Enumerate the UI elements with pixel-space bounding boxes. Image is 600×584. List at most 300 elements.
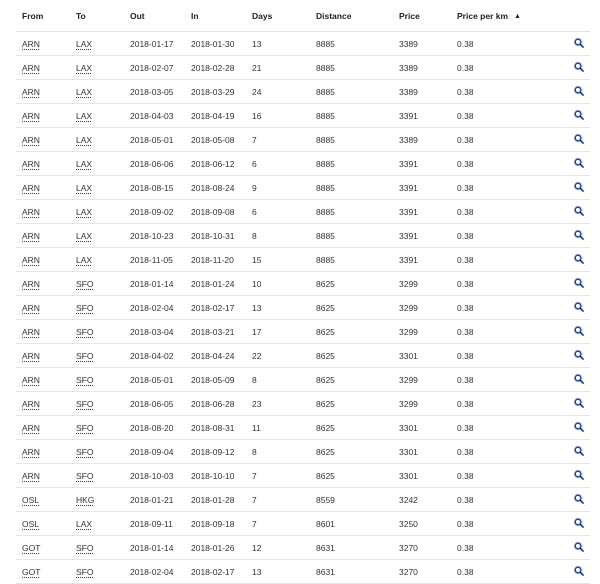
cell-to <box>70 488 124 512</box>
cell-to <box>70 272 124 296</box>
cell-price-per-km: 0.38 <box>451 152 551 176</box>
cell-days: 8 <box>246 224 310 248</box>
cell-price: 3391 <box>393 224 451 248</box>
cell-actions <box>551 128 590 152</box>
cell-distance: 8601 <box>310 512 393 536</box>
cell-days: 24 <box>246 80 310 104</box>
search-icon[interactable] <box>574 566 584 576</box>
table-body <box>16 32 590 584</box>
cell-out: 2018-05-01 <box>124 368 185 392</box>
cell-actions <box>551 296 590 320</box>
cell-in: 2018-01-26 <box>185 536 246 560</box>
cell-price-per-km: 0.38 <box>451 104 551 128</box>
cell-in: 2018-10-10 <box>185 464 246 488</box>
cell-from <box>16 176 70 200</box>
cell-price: 3301 <box>393 344 451 368</box>
table-row <box>16 320 590 344</box>
search-icon[interactable] <box>574 158 584 168</box>
cell-actions <box>551 536 590 560</box>
cell-days: 16 <box>246 104 310 128</box>
cell-days: 7 <box>246 488 310 512</box>
cell-to <box>70 32 124 56</box>
cell-from <box>16 392 70 416</box>
cell-days: 6 <box>246 200 310 224</box>
search-icon[interactable] <box>574 542 584 552</box>
cell-in: 2018-02-28 <box>185 56 246 80</box>
airport-code-link[interactable]: ARN <box>22 86 40 97</box>
cell-in: 2018-04-19 <box>185 104 246 128</box>
cell-price: 3391 <box>393 248 451 272</box>
airport-code-link[interactable]: HKG <box>76 494 95 505</box>
cell-from <box>16 152 70 176</box>
column-header-label: To <box>76 10 86 21</box>
cell-out: 2018-01-14 <box>124 536 185 560</box>
search-icon[interactable] <box>574 38 584 48</box>
cell-distance: 8625 <box>310 416 393 440</box>
cell-to <box>70 392 124 416</box>
header-row <box>16 0 590 32</box>
search-icon[interactable] <box>574 86 584 96</box>
search-icon[interactable] <box>574 422 584 432</box>
search-icon[interactable] <box>574 254 584 264</box>
cell-price-per-km: 0.38 <box>451 464 551 488</box>
cell-from <box>16 512 70 536</box>
cell-price: 3299 <box>393 368 451 392</box>
cell-distance: 8885 <box>310 248 393 272</box>
cell-price-per-km: 0.38 <box>451 488 551 512</box>
cell-out: 2018-03-04 <box>124 320 185 344</box>
cell-to <box>70 104 124 128</box>
column-header-label: In <box>191 10 199 21</box>
cell-actions <box>551 248 590 272</box>
column-header-actions <box>551 0 590 32</box>
cell-to <box>70 416 124 440</box>
cell-actions <box>551 416 590 440</box>
cell-distance: 8631 <box>310 536 393 560</box>
cell-price: 3299 <box>393 296 451 320</box>
table-row <box>16 536 590 560</box>
cell-days: 7 <box>246 464 310 488</box>
search-icon[interactable] <box>574 206 584 216</box>
cell-price-per-km: 0.38 <box>451 272 551 296</box>
table-row <box>16 392 590 416</box>
search-icon[interactable] <box>574 374 584 384</box>
cell-distance: 8885 <box>310 224 393 248</box>
cell-price: 3391 <box>393 176 451 200</box>
cell-days: 22 <box>246 344 310 368</box>
search-icon[interactable] <box>574 278 584 288</box>
cell-out: 2018-01-14 <box>124 272 185 296</box>
cell-price-per-km: 0.38 <box>451 512 551 536</box>
cell-in: 2018-01-28 <box>185 488 246 512</box>
cell-days: 7 <box>246 128 310 152</box>
cell-distance: 8625 <box>310 440 393 464</box>
column-header-distance[interactable] <box>310 0 393 32</box>
search-icon[interactable] <box>574 62 584 72</box>
cell-distance: 8885 <box>310 152 393 176</box>
airport-code-link[interactable]: ARN <box>22 110 40 121</box>
column-header-label: Days <box>252 10 273 21</box>
airport-code-link[interactable]: SFO <box>76 566 94 577</box>
cell-actions <box>551 392 590 416</box>
airport-code-link[interactable]: LAX <box>76 206 93 217</box>
cell-distance: 8885 <box>310 56 393 80</box>
cell-distance: 8559 <box>310 488 393 512</box>
cell-to <box>70 248 124 272</box>
cell-to <box>70 464 124 488</box>
cell-price-per-km: 0.38 <box>451 440 551 464</box>
cell-actions <box>551 32 590 56</box>
cell-price-per-km: 0.38 <box>451 128 551 152</box>
cell-days: 13 <box>246 560 310 584</box>
cell-distance: 8631 <box>310 560 393 584</box>
cell-in: 2018-09-18 <box>185 512 246 536</box>
cell-price: 3301 <box>393 440 451 464</box>
airport-code-link[interactable]: LAX <box>76 38 93 49</box>
cell-days: 17 <box>246 320 310 344</box>
search-icon[interactable] <box>574 446 584 456</box>
cell-price-per-km: 0.38 <box>451 344 551 368</box>
cell-in: 2018-06-12 <box>185 152 246 176</box>
column-header-label: From <box>22 10 44 21</box>
cell-price: 3301 <box>393 416 451 440</box>
column-header-price[interactable] <box>393 0 451 32</box>
cell-price-per-km: 0.38 <box>451 224 551 248</box>
cell-price: 3389 <box>393 80 451 104</box>
cell-out: 2018-02-07 <box>124 56 185 80</box>
table-row <box>16 56 590 80</box>
cell-out: 2018-01-17 <box>124 32 185 56</box>
table-row <box>16 80 590 104</box>
cell-to <box>70 128 124 152</box>
search-icon[interactable] <box>574 518 584 528</box>
airport-code-link[interactable]: ARN <box>22 470 40 481</box>
cell-to <box>70 368 124 392</box>
airport-code-link[interactable]: ARN <box>22 326 40 337</box>
cell-from <box>16 200 70 224</box>
cell-actions <box>551 56 590 80</box>
search-icon[interactable] <box>574 398 584 408</box>
cell-out: 2018-10-23 <box>124 224 185 248</box>
airport-code-link[interactable]: ARN <box>22 254 40 265</box>
cell-in: 2018-02-17 <box>185 560 246 584</box>
airport-code-link[interactable]: LAX <box>76 62 93 73</box>
airport-code-link[interactable]: OSL <box>22 518 40 529</box>
cell-to <box>70 224 124 248</box>
table-row <box>16 152 590 176</box>
cell-to <box>70 296 124 320</box>
airport-code-link[interactable]: ARN <box>22 134 40 145</box>
table-row <box>16 224 590 248</box>
search-icon[interactable] <box>574 350 584 360</box>
cell-distance: 8625 <box>310 344 393 368</box>
airport-code-link[interactable]: ARN <box>22 446 40 457</box>
cell-price: 3391 <box>393 104 451 128</box>
airport-code-link[interactable]: LAX <box>76 86 93 97</box>
cell-out: 2018-06-06 <box>124 152 185 176</box>
cell-price: 3299 <box>393 320 451 344</box>
cell-to <box>70 320 124 344</box>
table-row <box>16 272 590 296</box>
cell-to <box>70 344 124 368</box>
cell-actions <box>551 464 590 488</box>
cell-out: 2018-09-11 <box>124 512 185 536</box>
column-header-out[interactable] <box>124 0 185 32</box>
cell-out: 2018-02-04 <box>124 560 185 584</box>
cell-price: 3299 <box>393 272 451 296</box>
cell-price: 3299 <box>393 392 451 416</box>
airport-code-link[interactable]: ARN <box>22 62 40 73</box>
airport-code-link[interactable]: SFO <box>76 374 94 385</box>
cell-price-per-km: 0.38 <box>451 176 551 200</box>
cell-price-per-km: 0.38 <box>451 536 551 560</box>
search-icon[interactable] <box>574 182 584 192</box>
cell-to <box>70 56 124 80</box>
airport-code-link[interactable]: ARN <box>22 398 40 409</box>
column-header-in[interactable] <box>185 0 246 32</box>
cell-actions <box>551 104 590 128</box>
cell-distance: 8885 <box>310 200 393 224</box>
cell-from <box>16 464 70 488</box>
column-header-label: Price per km <box>457 10 509 21</box>
airport-code-link[interactable]: ARN <box>22 422 40 433</box>
cell-distance: 8885 <box>310 80 393 104</box>
column-header-to[interactable] <box>70 0 124 32</box>
cell-out: 2018-01-21 <box>124 488 185 512</box>
cell-days: 23 <box>246 392 310 416</box>
cell-in: 2018-08-31 <box>185 416 246 440</box>
cell-distance: 8885 <box>310 32 393 56</box>
cell-from <box>16 56 70 80</box>
airport-code-link[interactable]: ARN <box>22 38 40 49</box>
airport-code-link[interactable]: OSL <box>22 494 40 505</box>
column-header-days[interactable] <box>246 0 310 32</box>
cell-out: 2018-05-01 <box>124 128 185 152</box>
cell-price-per-km: 0.38 <box>451 200 551 224</box>
column-header-price-per-km[interactable] <box>451 0 551 32</box>
cell-from <box>16 32 70 56</box>
airport-code-link[interactable]: SFO <box>76 470 94 481</box>
cell-from <box>16 80 70 104</box>
cell-in: 2018-09-12 <box>185 440 246 464</box>
flight-results-table <box>16 0 590 584</box>
cell-in: 2018-03-21 <box>185 320 246 344</box>
cell-in: 2018-10-31 <box>185 224 246 248</box>
airport-code-link[interactable]: ARN <box>22 182 40 193</box>
cell-out: 2018-04-03 <box>124 104 185 128</box>
airport-code-link[interactable]: LAX <box>76 230 93 241</box>
cell-out: 2018-09-04 <box>124 440 185 464</box>
cell-price: 3389 <box>393 128 451 152</box>
cell-from <box>16 272 70 296</box>
cell-actions <box>551 440 590 464</box>
cell-actions <box>551 560 590 584</box>
airport-code-link[interactable]: LAX <box>76 134 93 145</box>
cell-distance: 8625 <box>310 296 393 320</box>
airport-code-link[interactable]: SFO <box>76 542 94 553</box>
cell-price: 3270 <box>393 560 451 584</box>
airport-code-link[interactable]: LAX <box>76 254 93 265</box>
airport-code-link[interactable]: LAX <box>76 182 93 193</box>
table-row <box>16 464 590 488</box>
cell-distance: 8625 <box>310 320 393 344</box>
cell-from <box>16 296 70 320</box>
cell-in: 2018-08-24 <box>185 176 246 200</box>
cell-price-per-km: 0.38 <box>451 560 551 584</box>
cell-actions <box>551 272 590 296</box>
cell-distance: 8885 <box>310 104 393 128</box>
table-row <box>16 416 590 440</box>
cell-price: 3250 <box>393 512 451 536</box>
airport-code-link[interactable]: SFO <box>76 302 94 313</box>
airport-code-link[interactable]: LAX <box>76 110 93 121</box>
cell-in: 2018-11-20 <box>185 248 246 272</box>
cell-price: 3301 <box>393 464 451 488</box>
cell-to <box>70 152 124 176</box>
cell-to <box>70 80 124 104</box>
cell-to <box>70 560 124 584</box>
cell-out: 2018-11-05 <box>124 248 185 272</box>
column-header-label: Out <box>130 10 145 21</box>
cell-in: 2018-03-29 <box>185 80 246 104</box>
cell-distance: 8885 <box>310 176 393 200</box>
cell-from <box>16 248 70 272</box>
airport-code-link[interactable]: ARN <box>22 206 40 217</box>
cell-price: 3391 <box>393 200 451 224</box>
search-icon[interactable] <box>574 494 584 504</box>
airport-code-link[interactable]: GOT <box>22 542 41 553</box>
cell-days: 13 <box>246 296 310 320</box>
cell-in: 2018-06-28 <box>185 392 246 416</box>
table-row <box>16 488 590 512</box>
cell-actions <box>551 368 590 392</box>
cell-days: 15 <box>246 248 310 272</box>
table-row <box>16 176 590 200</box>
cell-days: 21 <box>246 56 310 80</box>
cell-from <box>16 344 70 368</box>
cell-in: 2018-04-24 <box>185 344 246 368</box>
airport-code-link[interactable]: ARN <box>22 278 40 289</box>
table-row <box>16 32 590 56</box>
cell-to <box>70 512 124 536</box>
airport-code-link[interactable]: ARN <box>22 374 40 385</box>
table-row <box>16 200 590 224</box>
search-icon[interactable] <box>574 326 584 336</box>
search-icon[interactable] <box>574 302 584 312</box>
cell-days: 10 <box>246 272 310 296</box>
search-icon[interactable] <box>574 230 584 240</box>
cell-actions <box>551 80 590 104</box>
airport-code-link[interactable]: SFO <box>76 446 94 457</box>
airport-code-link[interactable]: LAX <box>76 158 93 169</box>
cell-days: 6 <box>246 152 310 176</box>
cell-from <box>16 440 70 464</box>
airport-code-link[interactable]: LAX <box>76 518 93 529</box>
table-row <box>16 368 590 392</box>
cell-price-per-km: 0.38 <box>451 320 551 344</box>
cell-from <box>16 368 70 392</box>
airport-code-link[interactable]: ARN <box>22 230 40 241</box>
cell-actions <box>551 224 590 248</box>
cell-price-per-km: 0.38 <box>451 56 551 80</box>
airport-code-link[interactable]: SFO <box>76 398 94 409</box>
cell-out: 2018-04-02 <box>124 344 185 368</box>
table-row <box>16 560 590 584</box>
airport-code-link[interactable]: ARN <box>22 158 40 169</box>
cell-actions <box>551 320 590 344</box>
cell-actions <box>551 176 590 200</box>
cell-price-per-km: 0.38 <box>451 32 551 56</box>
cell-out: 2018-10-03 <box>124 464 185 488</box>
search-icon[interactable] <box>574 134 584 144</box>
cell-in: 2018-01-24 <box>185 272 246 296</box>
airport-code-link[interactable]: SFO <box>76 278 94 289</box>
cell-price-per-km: 0.38 <box>451 248 551 272</box>
cell-from <box>16 320 70 344</box>
cell-price: 3389 <box>393 32 451 56</box>
airport-code-link[interactable]: SFO <box>76 326 94 337</box>
cell-in: 2018-09-08 <box>185 200 246 224</box>
airport-code-link[interactable]: SFO <box>76 422 94 433</box>
table-header <box>16 0 590 32</box>
cell-out: 2018-08-15 <box>124 176 185 200</box>
cell-price-per-km: 0.38 <box>451 392 551 416</box>
cell-distance: 8625 <box>310 368 393 392</box>
column-header-from[interactable] <box>16 0 70 32</box>
cell-distance: 8625 <box>310 464 393 488</box>
cell-to <box>70 536 124 560</box>
table-row <box>16 512 590 536</box>
table-row <box>16 344 590 368</box>
cell-from <box>16 416 70 440</box>
cell-days: 8 <box>246 368 310 392</box>
cell-price-per-km: 0.38 <box>451 416 551 440</box>
cell-distance: 8625 <box>310 272 393 296</box>
cell-from <box>16 104 70 128</box>
cell-price-per-km: 0.38 <box>451 368 551 392</box>
table-row <box>16 248 590 272</box>
cell-price-per-km: 0.38 <box>451 296 551 320</box>
cell-days: 12 <box>246 536 310 560</box>
airport-code-link[interactable]: GOT <box>22 566 41 577</box>
cell-distance: 8625 <box>310 392 393 416</box>
cell-price: 3270 <box>393 536 451 560</box>
airport-code-link[interactable]: ARN <box>22 350 40 361</box>
search-icon[interactable] <box>574 110 584 120</box>
cell-out: 2018-08-20 <box>124 416 185 440</box>
cell-days: 8 <box>246 440 310 464</box>
column-header-label: Price <box>399 10 420 21</box>
cell-actions <box>551 200 590 224</box>
cell-in: 2018-01-30 <box>185 32 246 56</box>
cell-to <box>70 176 124 200</box>
table-row <box>16 128 590 152</box>
cell-from <box>16 560 70 584</box>
search-icon[interactable] <box>574 470 584 480</box>
cell-from <box>16 224 70 248</box>
cell-from <box>16 536 70 560</box>
cell-actions <box>551 152 590 176</box>
cell-out: 2018-02-04 <box>124 296 185 320</box>
cell-actions <box>551 344 590 368</box>
cell-price: 3389 <box>393 56 451 80</box>
cell-price: 3391 <box>393 152 451 176</box>
airport-code-link[interactable]: SFO <box>76 350 94 361</box>
cell-actions <box>551 512 590 536</box>
cell-from <box>16 488 70 512</box>
cell-distance: 8885 <box>310 128 393 152</box>
airport-code-link[interactable]: ARN <box>22 302 40 313</box>
